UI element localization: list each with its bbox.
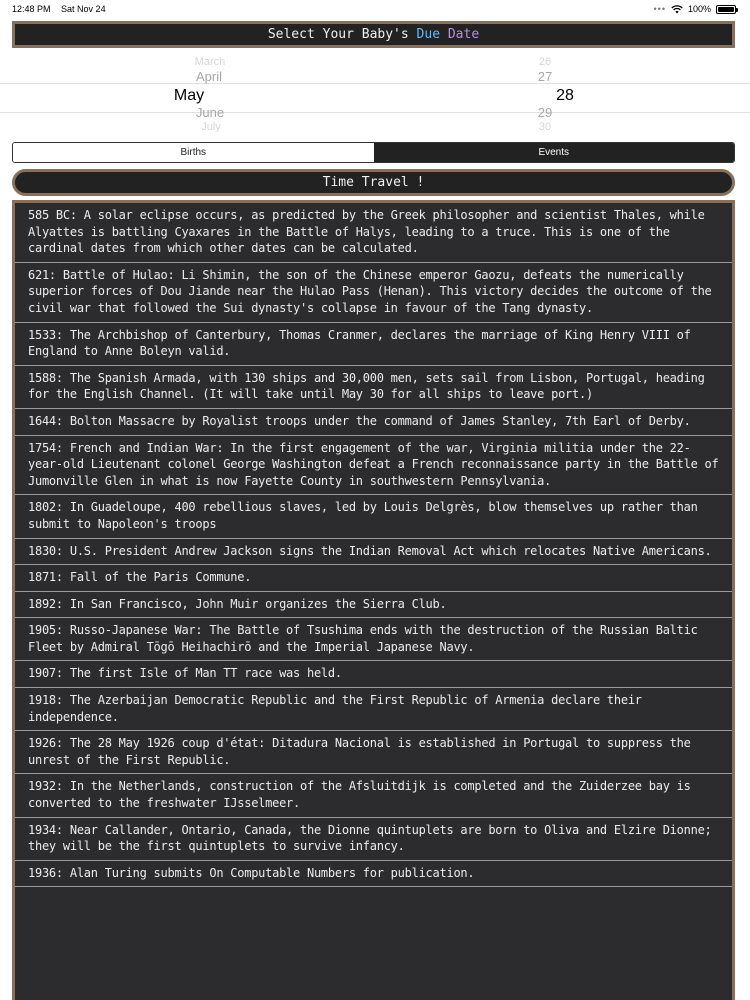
status-date: Sat Nov 24 (61, 4, 106, 14)
multitask-dots-icon: ••• (653, 4, 666, 14)
status-bar (0, 0, 750, 20)
battery-fill (718, 7, 734, 12)
picker-day-far-above[interactable]: 26 (538, 56, 552, 68)
event-row[interactable]: 1905: Russo-Japanese War: The Battle of Tsushima ends with the destruction of the Russian Baltic Fleet by Admiral Tōgō Heihachirō and the Imperial Japanese Navy. (15, 618, 732, 661)
segment-births[interactable]: Births (13, 143, 374, 162)
picker-month-selected[interactable]: May (173, 87, 205, 104)
header-title (12, 21, 735, 48)
event-row[interactable]: 621: Battle of Hulao: Li Shimin, the son of the Chinese emperor Gaozu, defeats the numerically superior forces of Dou Jiande near the Hulao Pass (Henan). This victory decides the outcome of the civil war that followed the Sui dynasty's collapse in favour of the Tang dynasty. (15, 263, 732, 323)
picker-month-below[interactable]: June (195, 105, 225, 120)
event-row[interactable]: 1644: Bolton Massacre by Royalist troops under the command of James Stanley, 7th Earl of Derby. (15, 409, 732, 436)
births-events-segmented-control[interactable] (12, 142, 735, 163)
picker-day-below[interactable]: 29 (537, 105, 553, 120)
date-picker[interactable] (0, 54, 750, 132)
event-row[interactable]: 1918: The Azerbaijan Democratic Republic and the First Republic of Armenia declare their independence. (15, 688, 732, 731)
picker-month-far-below[interactable]: July (201, 121, 221, 132)
event-row[interactable]: 1926: The 28 May 1926 coup d'état: Ditadura Nacional is established in Portugal to suppress the unrest of the First Republic. (15, 731, 732, 774)
segment-events[interactable]: Events (374, 143, 735, 162)
wifi-icon (671, 5, 683, 14)
event-row[interactable]: 1588: The Spanish Armada, with 130 ships and 30,000 men, sets sail from Lisbon, Portugal, heading for the English Channel. (It will take until May 30 for all ships to leave port.) (15, 366, 732, 409)
event-row[interactable]: 1934: Near Callander, Ontario, Canada, the Dionne quintuplets are born to Oliva and Elzire Dionne; they will be the first quintuplets to survive infancy. (15, 818, 732, 861)
event-row[interactable]: 1907: The first Isle of Man TT race was held. (15, 661, 732, 688)
picker-month-above[interactable]: April (195, 69, 223, 84)
status-time: 12:48 PM (12, 4, 51, 14)
event-row[interactable]: 1533: The Archbishop of Canterbury, Thomas Cranmer, declares the marriage of King Henry VIII of England to Anne Boleyn valid. (15, 323, 732, 366)
picker-selection-band (0, 83, 750, 113)
event-row[interactable]: 1892: In San Francisco, John Muir organizes the Sierra Club. (15, 592, 732, 619)
event-row[interactable]: 1932: In the Netherlands, construction of the Afsluitdijk is completed and the Zuiderzee bay is converted to the freshwater IJsselmeer. (15, 774, 732, 817)
picker-day-far-below[interactable]: 30 (538, 121, 552, 132)
event-row[interactable]: 1830: U.S. President Andrew Jackson signs the Indian Removal Act which relocates Native Americans. (15, 539, 732, 566)
event-row[interactable]: 1936: Alan Turing submits On Computable Numbers for publication. (15, 861, 732, 888)
event-row[interactable]: 1754: French and Indian War: In the first engagement of the war, Virginia militia under the 22-year-old Lieutenant colonel George Washington defeat a French reconnaissance party in the Battle of Jumonville Glen in what is now Fayette County in southwestern Pennsylvania. (15, 436, 732, 496)
header-due-word: Due (416, 27, 441, 42)
events-list[interactable] (12, 200, 735, 1000)
header-prefix: Select Your Baby's (267, 27, 417, 42)
picker-day-selected[interactable]: 28 (556, 87, 574, 104)
event-row[interactable]: 1802: In Guadeloupe, 400 rebellious slaves, led by Louis Delgrès, blow themselves up rather than submit to Napoleon's troops (15, 495, 732, 538)
picker-day-above[interactable]: 27 (537, 69, 553, 84)
battery-icon (716, 5, 736, 14)
event-row[interactable]: 1871: Fall of the Paris Commune. (15, 565, 732, 592)
picker-month-far-above[interactable]: March (194, 56, 226, 68)
event-row[interactable]: 585 BC: A solar eclipse occurs, as predicted by the Greek philosopher and scientist Thales, while Alyattes is battling Cyaxares in the Battle of Halys, leading to a truce. This is one of the cardinal dates from which other dates can be calculated. (15, 203, 732, 263)
battery-percent: 100% (687, 4, 711, 14)
time-travel-button[interactable]: Time Travel ! (12, 169, 735, 196)
header-date-word: Date (447, 27, 480, 42)
